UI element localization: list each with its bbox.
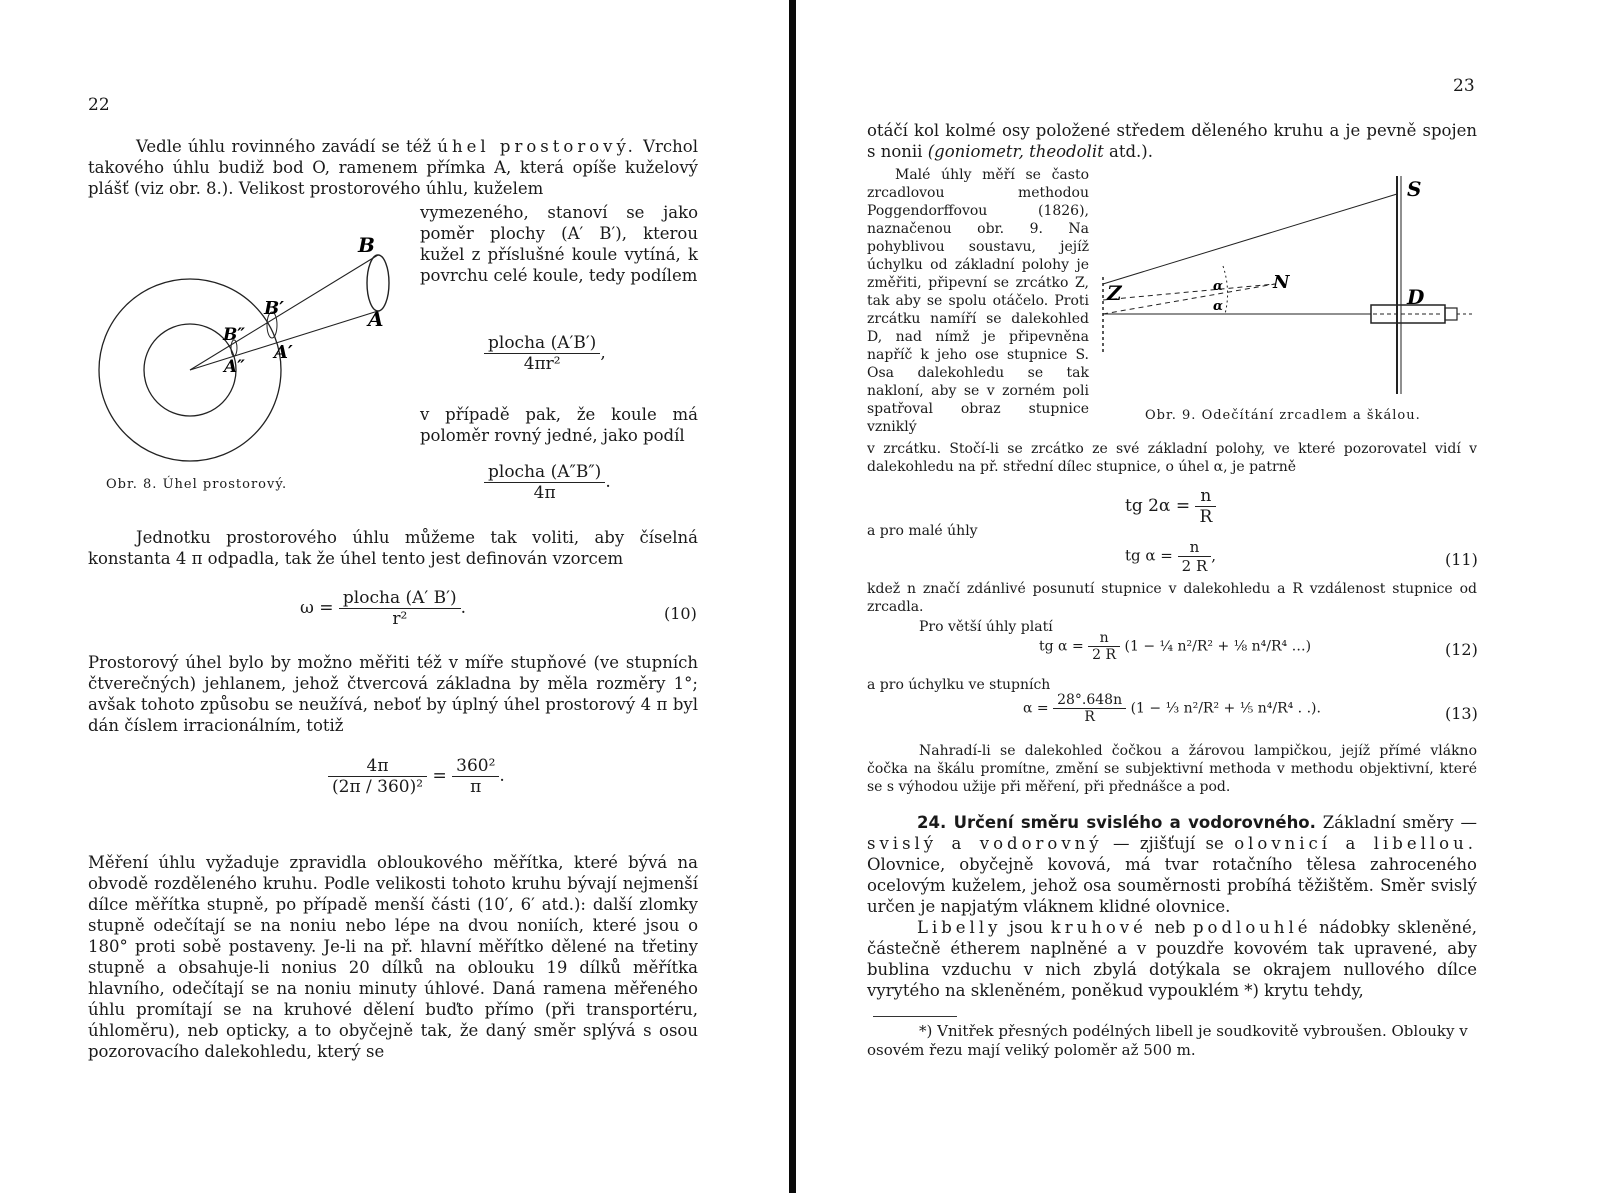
paragraph: Prostorový úhel bylo by možno měřiti též v míře stupňové (ve stupních čtverečných) jehlanem, jehož čtvercová základna by měla rozměry 1°; avšak tohoto způsobu se neužívá, neboť by úplný úhel prostorový 4 π byl dán číslem irracionálním, totiž (88, 653, 698, 735)
paragraph-beside-figure: Malé úhly měří se často zrcadlovou methodou Poggendorffovou (1826), naznačenou obr. 9. Na pohyblivou soustavu, jejíž úchylku od základní polohy je změřiti, připevní se zrcátko Z, tak aby se spolu otáčelo. Proti zrcátku namíří se dalekohled D, nad nímž je připevněna napříč k jeho ose stupnice S. Osa dalekohledu se tak nakloní, aby se v zorném poli spatřoval obraz stupnice vzniklý (867, 167, 1089, 435)
paragraph-beside-figure: vymezeného, stanoví se jako poměr plochy (A′ B′), kterou kužel z příslušné koule vytíná, k povrchu celé koule, tedy podílem (420, 203, 698, 285)
paragraph: otáčí kol kolmé osy položené středem děleného kruhu a je pevně spojen s nonii (goniometr, theodolit atd.). (867, 121, 1477, 161)
label-A1: A′ (274, 342, 293, 363)
paragraph: Vedle úhlu rovinného zavádí se též úhel prostorový. Vrchol takového úhlu budiž bod O, ramenem přímka A, která opíše kuželový plášť (viz obr. 8.). Velikost prostorového úhlu, kuželem (88, 137, 698, 198)
figure-9-mirror-scale (1095, 172, 1495, 397)
formula-1: $\frac{\text{plocha (A′B′)}}{\text{4πr²}}$ , (484, 333, 606, 374)
equation-number: (10) (664, 604, 697, 623)
formula-2: $\frac{\text{plocha (A″B″)}}{4\pi}$ . (484, 462, 611, 503)
label-B: B (358, 233, 375, 257)
figure-8-solid-angle (96, 230, 406, 475)
label-alpha-2: α (1213, 299, 1224, 314)
right-page (795, 0, 1612, 1193)
figure-8-caption: Obr. 8. Úhel prostorový. (106, 477, 288, 492)
label-B1: B′ (264, 298, 284, 319)
label-A: A (368, 307, 384, 331)
footnote-rule (873, 1016, 957, 1017)
paragraph: kdež n značí zdánlivé posunutí stupnice v dalekohledu a R vzdálenost stupnice od zrcadla. (867, 581, 1477, 615)
equation-tg2a: tg 2α = $\frac{n}{R}$ (1125, 486, 1216, 527)
label-alpha-1: α (1213, 279, 1224, 294)
equation-10: ω = $\frac{\text{plocha (A′ B′)}}{\text{r²}}$ . (300, 588, 467, 629)
equation-number: (13) (1445, 704, 1478, 723)
paragraph: Měření úhlu vyžaduje zpravidla obloukového měřítka, které bývá na obvodě rozděleného kruhu. Podle velikosti tohoto kruhu bývají nejmenší dílce měřítka stupně, po případě menší části (10′, 6′ atd.): další zlomky stupně odečítají se na noniu nebo lépe na dvou noniích, které jsou o 180° proti sobě postaveny. Je-li na př. hlavní měřítko dělené na třetiny stupně a obsahuje-li nonius 20 dílků na oblouku 19 dílků měřítka hlavního, odečítají se na noniu minuty úhlové. Daná ramena měřeného úhlu promítají se na kruhové dělení buďto přímo (při transportéru, úhloměru), neb opticky, a to obyčejně tak, že daný směr splývá s osou pozorovacího dalekohledu, který se (88, 853, 698, 1061)
footnote: *) Vnitřek přesných podélných libell je soudkovitě vybroušen. Oblouky v osovém řezu mají veliký poloměr až 500 m. (867, 1022, 1468, 1059)
paragraph: v zrcátku. Stočí-li se zrcátko ze své základní polohy, ve které pozorovatel vidí v dalekohledu na př. střední dílec stupnice, o úhel α, je patrně (867, 441, 1477, 475)
label-S: S (1407, 177, 1422, 201)
label-B2: B″ (223, 325, 245, 345)
paragraph: v případě pak, že koule má poloměr rovný jedné, jako podíl (420, 405, 698, 445)
equation-number: (12) (1445, 640, 1478, 659)
page-number: 23 (1453, 76, 1475, 96)
label-N: N (1273, 272, 1290, 293)
label-A2: A″ (224, 357, 245, 377)
label-Z: Z (1107, 281, 1122, 305)
label-D: D (1407, 285, 1425, 309)
figure-9-caption: Obr. 9. Odečítání zrcadlem a škálou. (1145, 408, 1421, 423)
paragraph: Jednotku prostorového úhlu můžeme tak voliti, aby číselná konstanta 4 π odpadla, tak že úhel tento jest definován vzorcem (88, 528, 698, 568)
paragraph: a pro malé úhly (867, 523, 978, 539)
paragraph: Pro větší úhly platí (919, 619, 1053, 635)
equation-number: (11) (1445, 550, 1478, 569)
section-heading: 24. Určení směru svislého a vodorovného. (917, 813, 1316, 832)
left-page (0, 0, 790, 1193)
paragraph: a pro úchylku ve stupních (867, 677, 1051, 693)
equation-11: tg α = $\frac{n}{2 R}$ , (1125, 538, 1217, 575)
equation-irrational: $\frac{4\pi}{\text{(2π / 360)²}}$ = $\frac{\text{360²}}{\pi}$ . (328, 756, 505, 797)
equation-12: tg α = $\frac{n}{2 R}$ (1 − ¼ n²/R² + ⅛ n⁴/R⁴ …) (1039, 630, 1312, 663)
equation-13: α = $\frac{28^\circ.648n}{R}$ (1 − ⅓ n²/R² + ⅕ n⁴/R⁴ . .). (1023, 692, 1321, 725)
section-24: 24. Určení směru svislého a vodorovného. Základní směry — svislý a vodorovný — zjišťují se olovnicí a libellou. Olovnice, obyčejně kovová, má tvar rotačního tělesa zahroceného ocelovým kuželem, jehož osa souměrnosti probíhá těžištěm. Směr svislý určen je napjatým vláknem klidné olovnice. Libelly jsou kruhové neb podlouhlé nádobky skleněné, částečně étherem naplněné a v pouzdře kovovém tak upravené, aby bublina vzduchu v nich zbylá dotýkala se okrajem nullového dílce vyrytého na skleněném, poněkud vypouklém *) krytu tehdy, (867, 813, 1478, 1000)
page-number: 22 (88, 95, 110, 115)
paragraph: Nahradí-li se dalekohled čočkou a žárovou lampičkou, jejíž přímé vlákno čočka na škálu promítne, změní se subjektivní methoda v methodu objektivní, které se s výhodou užije při měření, při přednášce a pod. (867, 743, 1477, 795)
